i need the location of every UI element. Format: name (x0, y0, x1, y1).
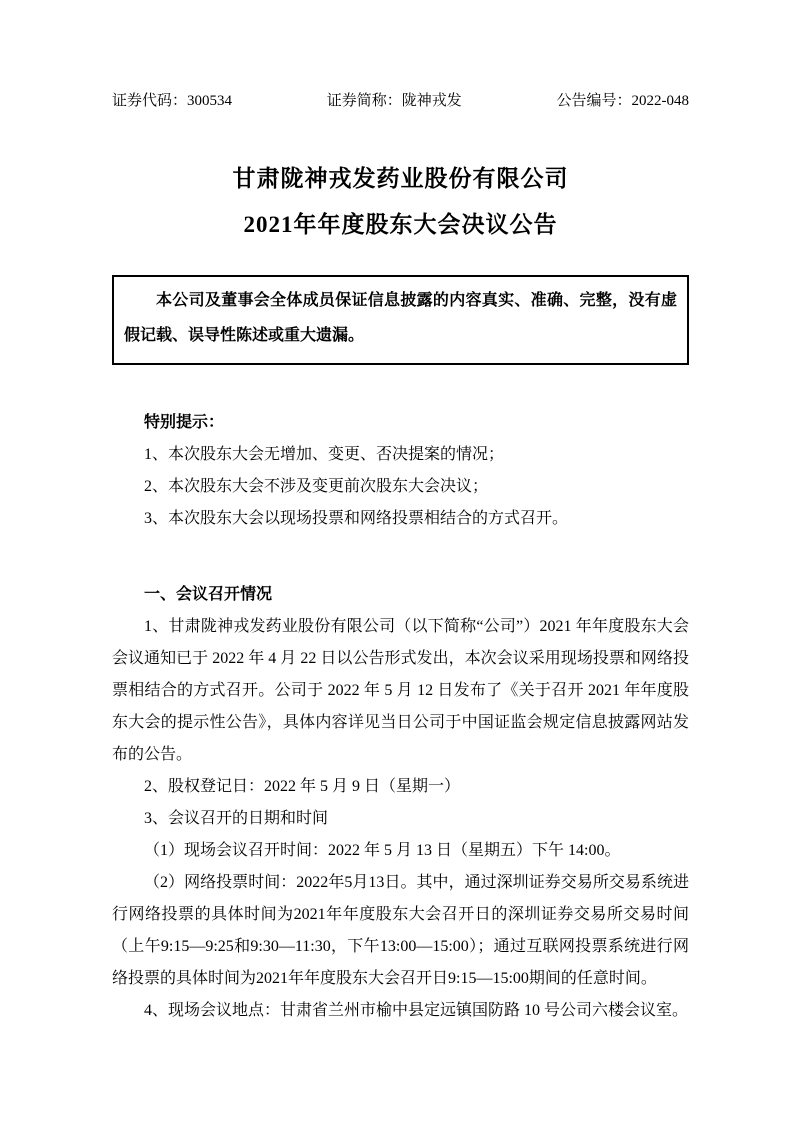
paragraph: （1）现场会议召开时间：2022 年 5 月 13 日（星期五）下午 14:00。 (144, 842, 621, 859)
paragraph: 1、甘肃陇神戎发药业股份有限公司（以下简称“公司”）2021 年年度股东大会会议通知已于 2022 年 4 月 22 日以公告形式发出，本次会议采用现场投票和网络投票相结合的方式召开。公司于 2022 年 5 月 12 日发布了《关于召开 2021 年年度股东大会的提示性公告》，具体内容详见当日公司于中国证监会规定信息披露网站发布的公告。 (112, 618, 689, 763)
special-notes-heading: 特别提示： (144, 414, 225, 431)
meeting-convening-section (112, 579, 689, 1027)
paragraph: 2、股权登记日：2022 年 5 月 9 日（星期一） (144, 778, 461, 795)
announcement-number: 公告编号：2022-048 (556, 93, 689, 109)
page-title (112, 156, 689, 248)
paragraph: 4、现场会议地点：甘肃省兰州市榆中县定远镇国防路 10 号公司六楼会议室。 (144, 1002, 689, 1019)
note-item: 3、本次股东大会以现场投票和网络投票相结合的方式召开。 (144, 510, 569, 527)
disclaimer-text: 本公司及董事会全体成员保证信息披露的内容真实、准确、完整，没有虚假记载、误导性陈述或重大遗漏。 (124, 292, 677, 344)
note-item: 2、本次股东大会不涉及变更前次股东大会决议； (144, 478, 489, 495)
paragraph: （2）网络投票时间：2022年5月13日。其中，通过深圳证券交易所交易系统进行网络投票的具体时间为2021年年度股东大会召开日的深圳证券交易所交易时间（上午9:15—9:25和9:30—11:30，下午13:00—15:00）；通过互联网投票系统进行网络投票的具体时间为2021年年度股东大会召开日9:15—15:00期间的任意时间。 (112, 874, 689, 987)
special-notes-section (112, 407, 689, 535)
stock-code: 证券代码：300534 (112, 93, 233, 109)
company-name-title: 甘肃陇神戎发药业股份有限公司 (232, 166, 569, 191)
disclaimer-box (112, 275, 689, 365)
note-item: 1、本次股东大会无增加、变更、否决提案的情况； (144, 446, 505, 463)
paragraph: 3、会议召开的日期和时间 (144, 810, 329, 827)
document-header (112, 92, 689, 110)
section-heading: 一、会议召开情况 (144, 586, 273, 603)
stock-short-name: 证券简称：陇神戎发 (326, 93, 462, 109)
announcement-title: 2021年年度股东大会决议公告 (243, 212, 558, 237)
